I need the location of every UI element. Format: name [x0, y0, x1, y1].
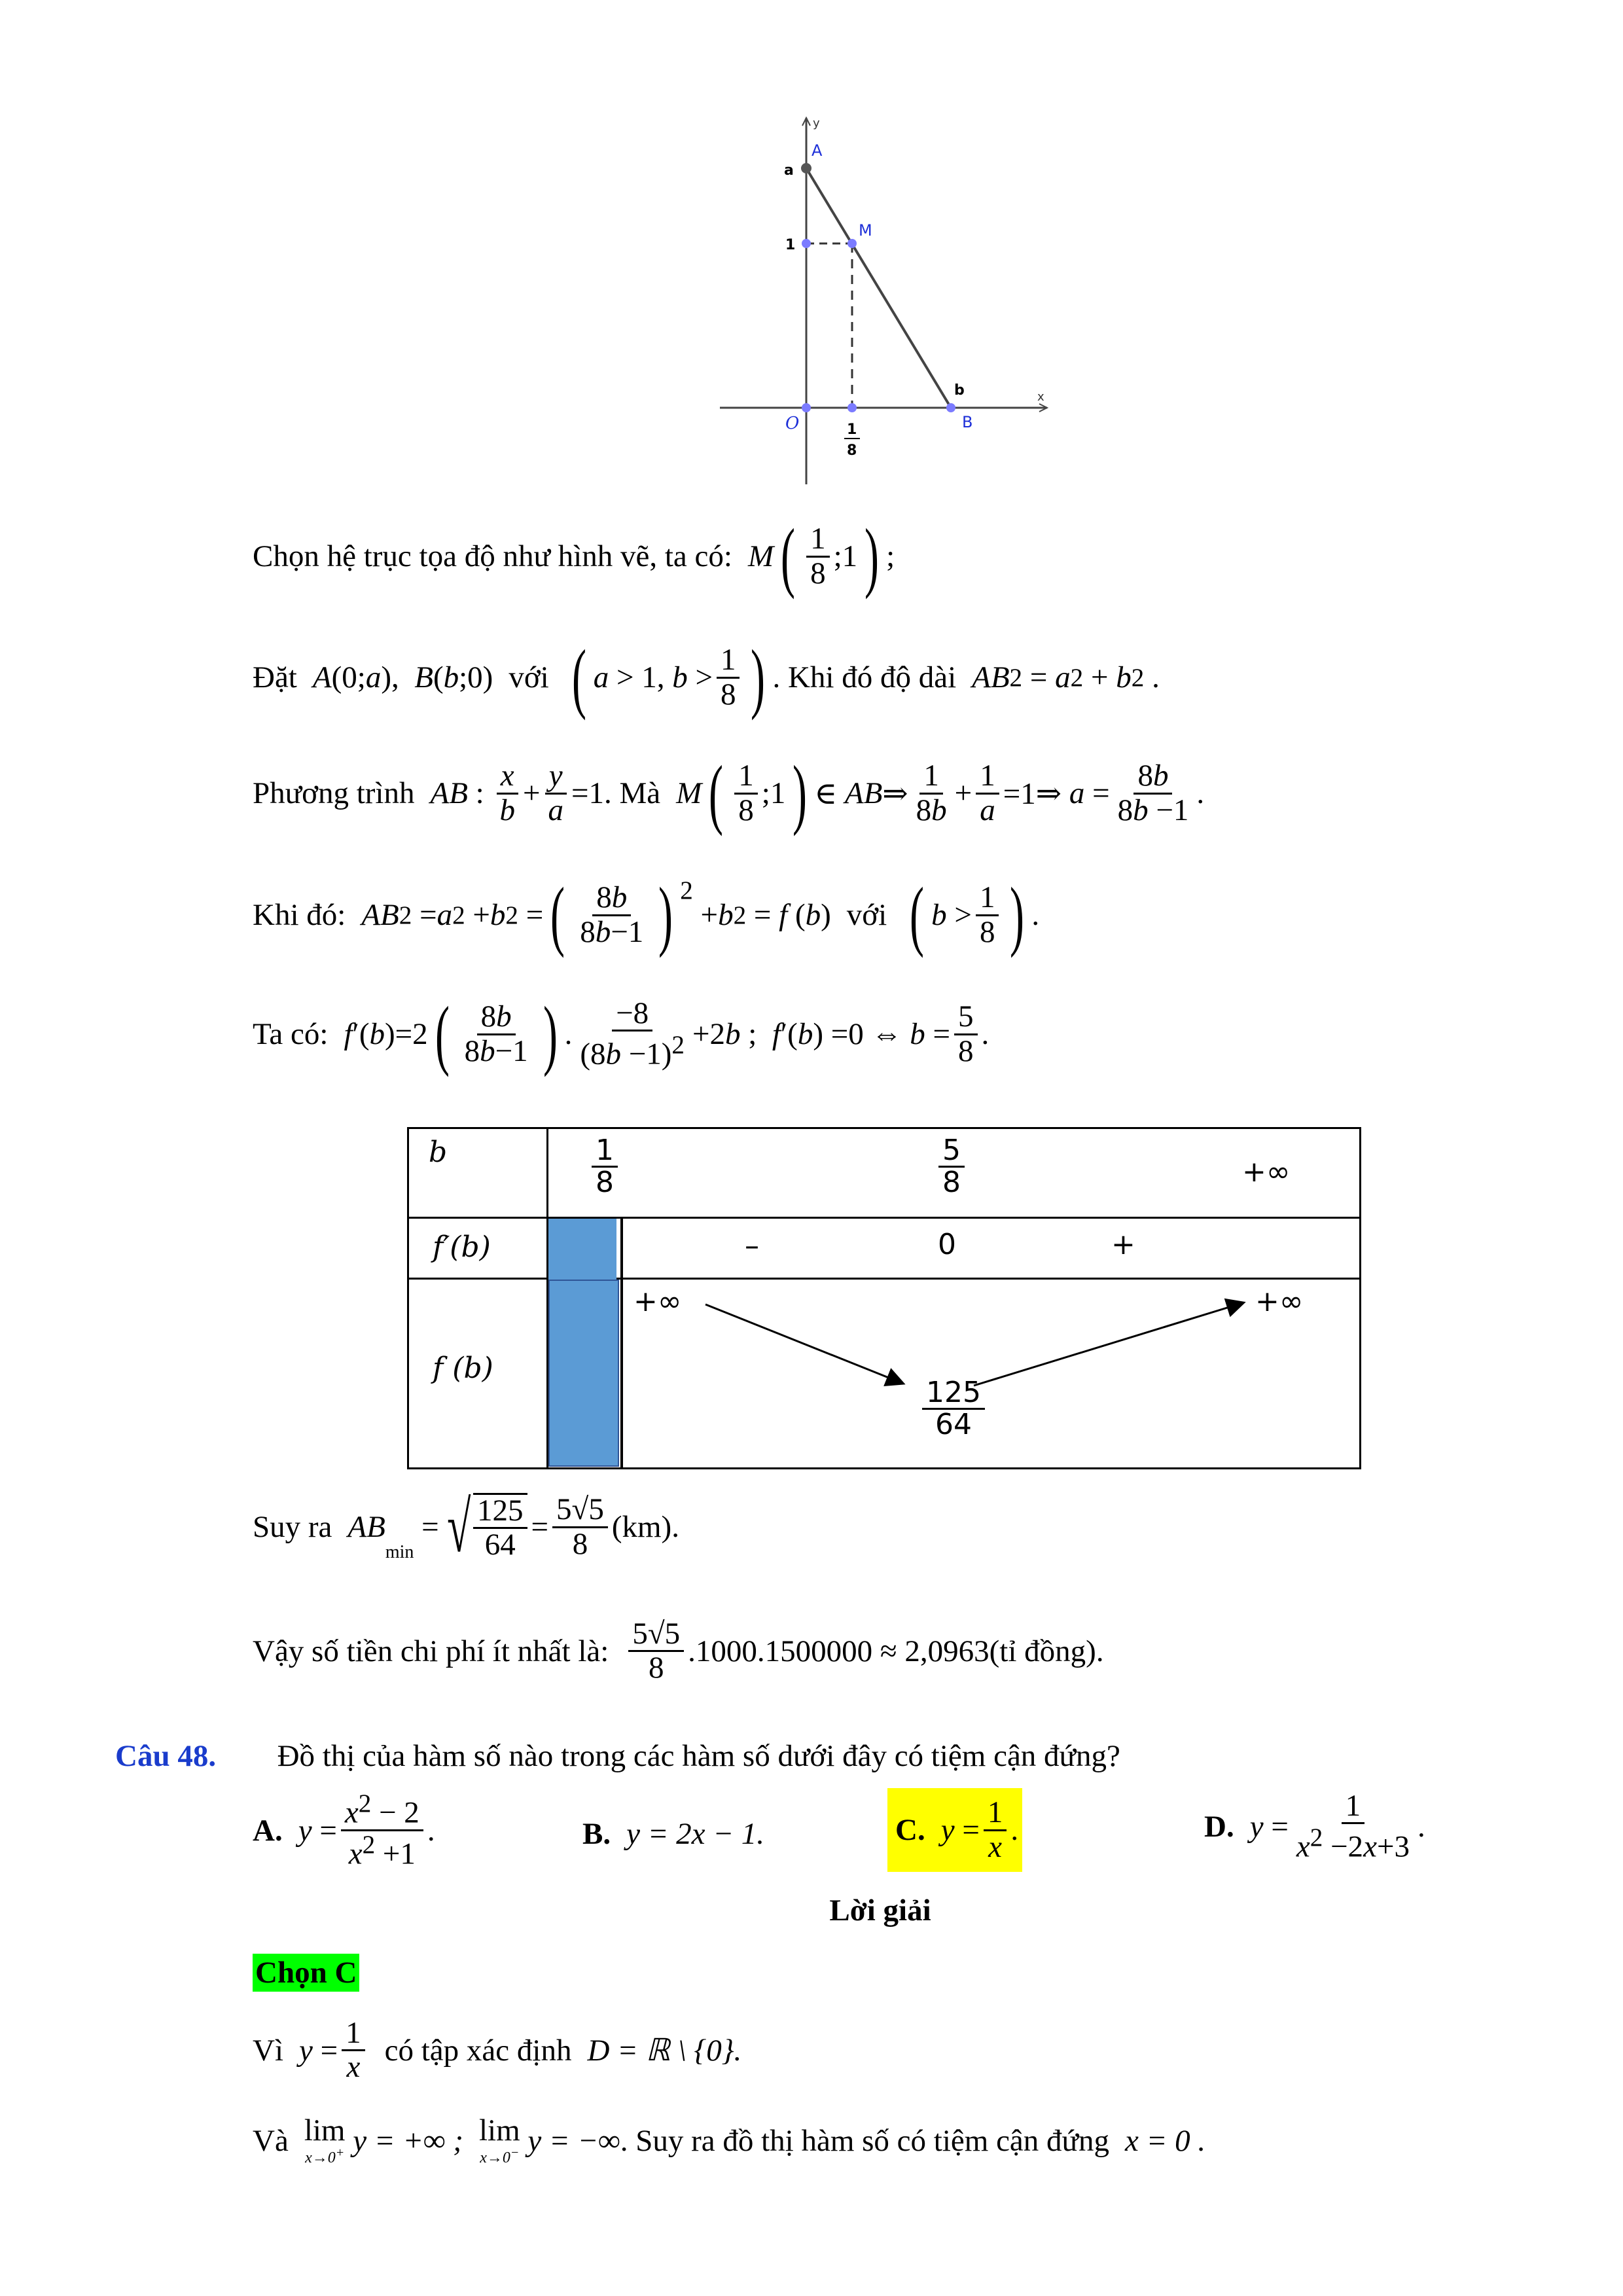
solution-line-3: Phương trình AB : $\frac{x}{b}$ + $\frac{y}{a}$ =1 . Mà M ( $\frac{1}{8}$ ;1 ) ∈ AB ⇒ $\frac{1}{8b}$ + $\frac{1}{a}$ =1⇒ a = $\frac{8b}{8b -1}$ . — [253, 749, 1205, 836]
table-x1: $\frac{1}{8}$ — [592, 1136, 618, 1198]
option-d-label: D. — [1204, 1810, 1234, 1844]
sign-minus: – — [745, 1229, 759, 1263]
line2-text-b: với — [508, 660, 549, 694]
origin-label: O — [785, 414, 800, 433]
option-c[interactable]: C. y = $\frac{1}{x}$ . — [887, 1788, 1022, 1872]
asymptote-equation: x = 0 . — [1125, 2123, 1206, 2158]
solution-line-5: Ta có: f ′( b )=2 ( $\frac{8b}{8b-1}$ ) . $\frac{-8}{(8b -1)^2}$ +2 b ; f ′( b ) =0 ⇔ b = $\frac{5}{8}$ . — [253, 990, 990, 1077]
point-A-label: A — [812, 141, 823, 160]
variation-arrows — [548, 1280, 1366, 1469]
table-row3-label: f (b) — [433, 1352, 493, 1385]
limit-right: y = +∞ ; — [353, 2123, 463, 2158]
y-axis-label: y — [813, 117, 820, 130]
solution-line-7: Vậy số tiền chi phí ít nhất là: $\frac{5√5}{8}$ .1000.1500000 ≈ 2,0963 (tỉ đồng). — [253, 1617, 1104, 1685]
value-min: $\frac{125}{64}$ — [922, 1378, 985, 1440]
line6-unit: (km). — [611, 1510, 679, 1544]
answer-line-1: Vì y = $\frac{1}{x}$ có tập xác định D = ℝ \ {0}. — [253, 2016, 742, 2085]
table-row2-label: f′(b) — [433, 1230, 491, 1264]
answer-choice: Chọn C — [253, 1954, 359, 1992]
line7-unit: (tỉ đồng). — [989, 1634, 1104, 1668]
table-x2: $\frac{5}{8}$ — [938, 1136, 965, 1198]
one-label: 1 — [785, 237, 796, 253]
table-x3: +∞ — [1242, 1155, 1291, 1189]
frac-num-label: 1 — [847, 422, 857, 438]
option-b-label: B. — [582, 1817, 611, 1851]
line3-text-a: Phương trình — [253, 776, 415, 810]
question-text: Đồ thị của hàm số nào trong các hàm số dưới đây có tiệm cận đứng? — [277, 1739, 1120, 1773]
option-a[interactable]: A. y = $\frac{x^2 - 2}{x^2 +1}$ . — [253, 1789, 435, 1871]
line4-text-a: Khi đó: — [253, 898, 346, 932]
answer-line1-b: có tập xác định — [384, 2033, 572, 2068]
a-label: a — [784, 162, 794, 179]
b-label: b — [954, 382, 965, 399]
line2-text-a: Đặt — [253, 660, 297, 694]
option-b-expr: y = 2x − 1. — [626, 1817, 765, 1851]
line3-text-b: . Mà — [604, 776, 661, 810]
variation-table — [407, 1127, 1361, 1469]
question-number: Câu 48. — [115, 1739, 217, 1773]
line5-text-a: Ta có: — [253, 1017, 329, 1051]
solution-line-6: Suy ra AB $_{min}$ = √ $\frac{125}{64}$ = $\frac{5√5}{8}$ (km). — [253, 1487, 679, 1567]
line4-text-b: với — [846, 898, 887, 932]
question-48 — [115, 1738, 1120, 1774]
option-d[interactable]: D. y = $\frac{1}{x^2 -2x+3}$ . — [1204, 1789, 1425, 1864]
answer-title: Lời giải — [829, 1893, 931, 1928]
option-c-label: C. — [895, 1813, 925, 1847]
answer-line-2: Và lim x→0+ y = +∞ ; lim x→0− y = −∞ . Suy ra đồ thị hàm số có tiệm cận đứng x = 0 . — [253, 2113, 1206, 2166]
point-M-label: M — [859, 221, 872, 240]
answer-line2-b: . Suy ra đồ thị hàm số có tiệm cận đứng — [620, 2123, 1110, 2158]
value-left: +∞ — [633, 1285, 682, 1318]
x-axis-label: x — [1037, 390, 1044, 404]
frac-den-label: 8 — [847, 442, 857, 459]
limit-left: y = −∞ — [527, 2123, 620, 2158]
option-a-label: A. — [253, 1813, 283, 1848]
line7-calc: .1000.1500000 ≈ 2,0963 — [688, 1634, 990, 1668]
coordinate-figure — [707, 105, 1060, 497]
sign-zero: 0 — [938, 1228, 956, 1261]
line1-text: Chọn hệ trục tọa độ như hình vẽ, ta có: — [253, 539, 732, 573]
line6-text: Suy ra — [253, 1510, 332, 1544]
solution-line-1: Chọn hệ trục tọa độ như hình vẽ, ta có: M ( $\frac{1}{8}$ ;1 ) ; — [253, 512, 895, 600]
answer-domain: D = ℝ \ {0}. — [587, 2034, 742, 2068]
line2-text-c: . Khi đó độ dài — [772, 660, 957, 694]
answer-line1-a: Vì — [253, 2033, 283, 2068]
table-row1-label: b — [429, 1136, 448, 1169]
value-right: +∞ — [1255, 1285, 1304, 1318]
solution-line-4: Khi đó: AB 2 = a 2 + b 2 = ( $\frac{8b}{8b-1}$ ) $^2$ + b 2 = f ( b ) với ( b > $\frac{1}{8}$ ) . — [253, 871, 1040, 958]
undefined-region — [548, 1219, 616, 1280]
point-B-label: B — [962, 413, 973, 431]
answer-line2-a: Và — [253, 2123, 289, 2158]
line7-text: Vậy số tiền chi phí ít nhất là: — [253, 1634, 609, 1668]
solution-line-2: Đặt A (0; a ), B ( b ;0) với ( a > 1, b > $\frac{1}{8}$ ) . Khi đó độ dài AB 2 = a 2 + b 2 . — [253, 634, 1160, 721]
sign-plus: + — [1111, 1228, 1135, 1261]
option-b[interactable] — [582, 1816, 764, 1852]
